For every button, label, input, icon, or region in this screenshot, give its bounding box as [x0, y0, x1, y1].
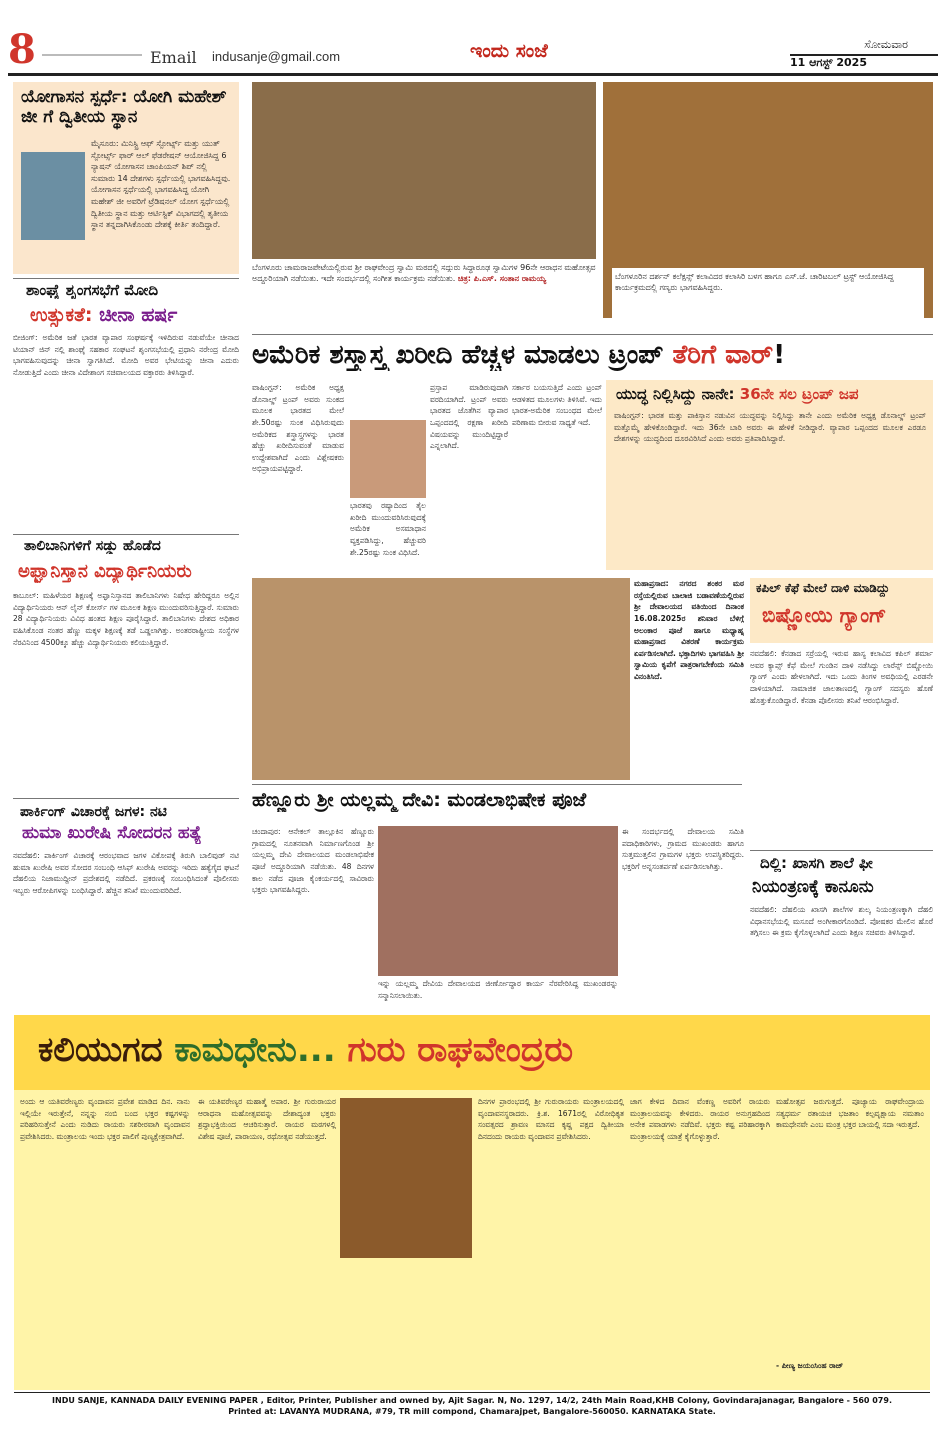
yallamma-col-1: ಚಂದಾಪುರ: ಆನೇಕಲ್ ತಾಲ್ಲೂಕಿನ ಹೆಣ್ಣೂರು ಗ್ರಾಮದಲ್ಲಿ ನೂತನವಾಗಿ ನಿರ್ಮಾಣಗೊಂಡ ಶ್ರೀ ಯಲ್ಲಮ್ಮ ದೇವಿ ದೇವಾಲಯದ ಮಂಡಲಾಭಿಷೇಕ ಪೂಜೆ ಅದ್ದೂರಿಯಾಗಿ ನಡೆಯಿತು. 48 ದಿನಗಳ ಕಾಲ ನಡೆದ ಪೂಜಾ ಕೈಂಕರ್ಯದಲ್ಲಿ ಸಾವಿರಾರು ಭಕ್ತರು ಭಾಗವಹಿಸಿದ್ದರು. — [252, 827, 374, 895]
footer-rule — [14, 1392, 930, 1393]
kapil-body: ನವದೆಹಲಿ: ಕೆನಡಾದ ಸರ್ರೆಯಲ್ಲಿ ಇರುವ ಹಾಸ್ಯ ಕಲಾವಿದ ಕಪಿಲ್ ಶರ್ಮಾ ಅವರ ಕ್ಯಾಪ್ಸ್ ಕೆಫೆ ಮೇಲೆ ಗುಂಡಿನ ದಾಳಿ ನಡೆಸಿದ್ದು ಲಾರೆನ್ಸ್ ಬಿಷ್ಣೋಯಿ ಗ್ಯಾಂಗ್ ಎಂದು ಹೇಳಲಾಗಿದೆ. ಇದು ಒಂದು ತಿಂಗಳ ಅವಧಿಯಲ್ಲಿ ಎರಡನೇ ದಾಳಿಯಾಗಿದೆ. ಸಾಮಾಜಿಕ ಜಾಲತಾಣದಲ್ಲಿ ಗ್ಯಾಂಗ್ ಸದಸ್ಯರು ಹೊಣೆ ಹೊತ್ತುಕೊಂಡಿದ್ದಾರೆ. ಕೆನಡಾ ಪೊಲೀಸರು ತನಿಖೆ ಆರಂಭಿಸಿದ್ದಾರೆ. — [750, 649, 933, 705]
war-headline — [616, 386, 926, 403]
email-address: indusanje@gmail.com — [212, 49, 341, 64]
kapil-headline-top: ಕಪಿಲ್ ಕೆಫೆ ಮೇಲೆ ದಾಳಿ ಮಾಡಿದ್ದು — [756, 581, 890, 595]
trump-headline-mark: ! — [773, 340, 786, 370]
yoga-story — [13, 82, 239, 274]
war-headline-a: ಯುದ್ಧ ನಿಲ್ಲಿಸಿದ್ದು ನಾನೇ: — [616, 385, 740, 403]
trump-col-2: ಪ್ರಸ್ತಾಪ ಮಾಡಿರುವುದಾಗಿ ವರದಿಯಾಗಿದೆ. ಟ್ರಂಪ್ ಅವರು ಭಾರತದ ಜೊತೆಗಿನ ವ್ಯಾಪಾರ ಒಪ್ಪಂದದಲ್ಲಿ ರಕ್ಷಣಾ ಖರೀದಿ ವಿಷಯವನ್ನು ಮುಂದಿಟ್ಟಿದ್ದಾರೆ ಎನ್ನಲಾಗಿದೆ. — [430, 383, 508, 451]
trump-col-2-top — [350, 382, 430, 422]
music-caption-text: ಬೆಂಗಳೂರು ಚಾಮರಾಜಪೇಟೆಯಲ್ಲಿರುವ ಶ್ರೀ ರಾಘವೇಂದ್ರ ಸ್ವಾಮಿ ಮಠದಲ್ಲಿ ಸದ್ಗುರು ಸಿದ್ಧಾರೂಢ ಸ್ವಾಮಿಗಳ 96ನೇ ಆರಾಧನ ಮಹೋತ್ಸವ ಅದ್ದೂರಿಯಾಗಿ ನಡೆಯಿತು. ಇದೇ ಸಂದರ್ಭದಲ್ಲಿ ಸಂಗೀತ ಕಾರ್ಯಕ್ರಮ ನಡೆಯಿತು. — [252, 263, 596, 284]
raghavendra-col-2: ಈ ಯತಿವರೇಣ್ಯರ ಮಹಾತ್ಮೆ ಅಪಾರ. ಶ್ರೀ ಗುರುರಾಯರ ಆರಾಧನಾ ಮಹೋತ್ಸವವನ್ನು ದೇಶಾದ್ಯಂತ ಭಕ್ತರು ಶ್ರದ್ಧಾಭಕ್ತಿಯಿಂದ ಆಚರಿಸುತ್ತಾರೆ. ರಾಯರ ಮಠಗಳಲ್ಲಿ ವಿಶೇಷ ಪೂಜೆ, ಪಾರಾಯಣ, ರಥೋತ್ಸವ ನಡೆಯುತ್ತದೆ. — [198, 1097, 336, 1141]
war-headline-b: 36ನೇ ಸಲ ಟ್ರಂಪ್ ಜಪ — [739, 385, 859, 403]
raghavendra-col-5: ಮಹೋತ್ಸವ ಜರುಗುತ್ತದೆ. ಪೂಜ್ಯಾಯ ರಾಘವೇಂದ್ರಾಯ ಸತ್ಯಧರ್ಮ ರತಾಯಚ ಭಜತಾಂ ಕಲ್ಪವೃಕ್ಷಾಯ ನಮತಾಂ ಕಾಮಧೇನವೇ ಎಂಬ ಮಂತ್ರ ಭಕ್ತರ ಬಾಯಲ್ಲಿ ಸದಾ ಇರುತ್ತದೆ. — [776, 1097, 924, 1130]
divider — [252, 334, 933, 335]
china-headline-part1: ಉತ್ಸುಕತೆ: — [30, 305, 100, 326]
kapil-headline-main: ಬಿಷ್ಣೋಯಿ ಗ್ಯಾಂಗ್ — [762, 603, 887, 627]
yoga-portrait — [21, 152, 85, 240]
issue-date: 11 ಆಗಸ್ಟ್ 2025 — [790, 54, 938, 72]
afghan-headline-top: ತಾಲಿಬಾನಿಗಳಿಗೆ ಸಡ್ಡು ಹೊಡೆದ — [24, 538, 161, 554]
china-headline-top: ಶಾಂಘೈ ಶೃಂಗಸಭೆಗೆ ಮೋದಿ — [26, 282, 159, 299]
music-event-photo — [252, 82, 596, 259]
page-number: 8 — [8, 30, 36, 70]
raghavendra-headline-c: ಗುರು ರಾಘವೇಂದ್ರರು — [347, 1030, 574, 1070]
delhi-headline-top: ದಿಲ್ಲಿ: ಖಾಸಗಿ ಶಾಲೆ ಫೀ — [760, 855, 873, 872]
weekday: ಸೋಮವಾರ — [864, 38, 908, 51]
imprint — [14, 1395, 930, 1417]
afghan-body: ಕಾಬೂಲ್: ಮಹಿಳೆಯರ ಶಿಕ್ಷಣಕ್ಕೆ ಅಫ್ಘಾನಿಸ್ತಾನದ ತಾಲಿಬಾನಿಗಳು ನಿಷೇಧ ಹೇರಿದ್ದರೂ ಅಲ್ಲಿನ ವಿದ್ಯಾರ್ಥಿನಿಯರು ಆನ್ ಲೈನ್ ಕೋರ್ಸ್ ಗಳ ಮೂಲಕ ಶಿಕ್ಷಣ ಮುಂದುವರಿಸುತ್ತಿದ್ದಾರೆ. ಸುಮಾರು 28 ವಿದ್ಯಾರ್ಥಿನಿಯರು ವಿವಿಧ ಹಂತದ ಶಿಕ್ಷಣ ಪೂರೈಸಿದ್ದಾರೆ. ತಾಲಿಬಾನಿಗಳು ದೇಶದ ಅಧಿಕಾರ ವಹಿಸಿಕೊಂಡ ನಂತರ ಹೆಣ್ಣು ಮಕ್ಕಳ ಶಿಕ್ಷಣಕ್ಕೆ ತಡೆ ಒಡ್ಡಲಾಗಿತ್ತು. ಅಂತರರಾಷ್ಟ್ರೀಯ ಸಂಸ್ಥೆಗಳ ನೆರವಿನಿಂದ 4500ಕ್ಕೂ ಹೆಚ್ಚು ವಿದ್ಯಾರ್ಥಿನಿಯರು ಕಲಿಯುತ್ತಿದ್ದಾರೆ. — [13, 591, 239, 647]
divider — [13, 798, 239, 799]
raghavendra-headline-a: ಕಲಿಯುಗದ — [38, 1030, 175, 1070]
raghavendra-headline — [38, 1031, 918, 1070]
imprint-line-1: INDU SANJE, KANNADA DAILY EVENING PAPER , Editor, Printer, Publisher and owned by, Ajit Sagar. N, No. 1297, 14/2, 24th Main Road,KHB Colony, Govindarajanagar, Bangalore - 560 079. — [52, 1396, 892, 1405]
trump-portrait — [350, 420, 426, 498]
china-headline-part2: ಚೀನಾ ಹರ್ಷ — [99, 305, 178, 326]
raghavendra-col-4: ಜಾಗ ಕೇಳಿದ ದಿವಾನ ವೆಂಕಣ್ಣ ಅವರಿಗೆ ರಾಯರು ಮಂತ್ರಾಲಯವನ್ನು ಕೇಳಿದರು. ರಾಯರ ಅನುಗ್ರಹದಿಂದ ಅನೇಕ ಪವಾಡಗಳು ನಡೆದಿವೆ. ಭಕ್ತರು ಕಷ್ಟ ಪರಿಹಾರಕ್ಕಾಗಿ ಮಂತ್ರಾಲಯಕ್ಕೆ ಯಾತ್ರೆ ಕೈಗೊಳ್ಳುತ್ತಾರೆ. — [630, 1097, 770, 1141]
china-body: ಬೀಜಿಂಗ್: ಅಮೆರಿಕ ಜತೆ ಭಾರತ ವ್ಯಾಪಾರ ಸಂಘರ್ಷಕ್ಕೆ ಇಳಿದಿರುವ ನಡುವೆಯೇ ಚೀನಾದ ಟಿಯಾನ್ ಜಿನ್ ನಲ್ಲಿ ಶಾಂಘೈ ಸಹಕಾರ ಸಂಘಟನೆ ಶೃಂಗಸಭೆಯಲ್ಲಿ ಪ್ರಧಾನಿ ನರೇಂದ್ರ ಮೋದಿ ಭಾಗವಹಿಸುವುದನ್ನು ಚೀನಾ ಸ್ವಾಗತಿಸಿದೆ. ಮೋದಿ ಅವರ ಭೇಟಿಯನ್ನು ಚೀನಾ ಎದುರು ನೋಡುತ್ತಿದೆ ಎಂದು ಚೀನಾ ವಿದೇಶಾಂಗ ಸಚಿವಾಲಯದ ವಕ್ತಾರರು ತಿಳಿಸಿದ್ದಾರೆ. — [13, 333, 239, 377]
trump-headline-accent: ತೆರಿಗೆ ವಾರ್ — [672, 340, 774, 370]
imprint-line-2: Printed at: LAVANYA MUDRANA, #79, TR mill compond, Chamarajpet, Bangalore-560050. KARNATAKA State. — [228, 1407, 716, 1417]
divider — [252, 784, 742, 785]
trump-col-2b: ಭಾರತವು ರಷ್ಯಾದಿಂದ ತೈಲ ಖರೀದಿ ಮುಂದುವರಿಸಿರುವುದಕ್ಕೆ ಅಮೆರಿಕ ಅಸಮಾಧಾನ ವ್ಯಕ್ತಪಡಿಸಿದ್ದು, ಹೆಚ್ಚುವರಿ ಶೇ.25ರಷ್ಟು ಸುಂಕ ವಿಧಿಸಿದೆ. — [350, 501, 426, 557]
masthead-rule-decor — [42, 46, 142, 60]
delhi-body: ನವದೆಹಲಿ: ದೆಹಲಿಯ ಖಾಸಗಿ ಶಾಲೆಗಳ ಶುಲ್ಕ ನಿಯಂತ್ರಣಕ್ಕಾಗಿ ದೆಹಲಿ ವಿಧಾನಸಭೆಯಲ್ಲಿ ಮಸೂದೆ ಅಂಗೀಕಾರಗೊಂಡಿದೆ. ಪೋಷಕರ ಮೇಲಿನ ಹೊರೆ ತಗ್ಗಿಸಲು ಈ ಕ್ರಮ ಕೈಗೊಳ್ಳಲಾಗಿದೆ ಎಂದು ಶಿಕ್ಷಣ ಸಚಿವರು ತಿಳಿಸಿದ್ದಾರೆ. — [750, 905, 933, 938]
music-photo-caption — [252, 262, 596, 330]
yoga-body: ಮೈಸೂರು: ಮಿನಿಸ್ಟ್ರಿ ಆಫ್ ಸ್ಪೋರ್ಟ್ಸ್ ಮತ್ತು ಯುತ್ ಸ್ಪೋರ್ಟ್ಸ್ ಫಾರ್ ಆಲ್ ಫೆಡರೇಷನ್ ಆಯೋಜಿಸಿದ್ದ 6 ನ್ಯಾಷನ್ ಯೋಗಾಸನ ಚಾಂಪಿಯನ್ ಶಿಪ್ ನಲ್ಲಿ ಸುಮಾರು 14 ದೇಶಗಳು ಸ್ಪರ್ಧೆಯಲ್ಲಿ ಭಾಗವಹಿಸಿದ್ದವು. ಯೋಗಾಸನ ಸ್ಪರ್ಧೆಯಲ್ಲಿ ಭಾಗವಹಿಸಿದ್ದ ಯೋಗಿ ಮಹೇಶ್ ಜೀ ಅವರಿಗೆ ಟ್ರೆಡಿಷನಲ್ ಯೋಗ ಸ್ಪರ್ಧೆಯಲ್ಲಿ ದ್ವಿತೀಯ ಸ್ಥಾನ ಮತ್ತು ಆರ್ಟಿಸ್ಟಿಕ್ ವಿಭಾಗದಲ್ಲಿ ತೃತೀಯ ಸ್ಥಾನ ತನ್ನದಾಗಿಸಿಕೊಂಡು ದೇಶಕ್ಕೆ ಕೀರ್ತಿ ತಂದಿದ್ದಾರೆ. — [91, 139, 231, 230]
yallamma-col-3: ಈ ಸಂದರ್ಭದಲ್ಲಿ ದೇವಾಲಯ ಸಮಿತಿ ಪದಾಧಿಕಾರಿಗಳು, ಗ್ರಾಮದ ಮುಖಂಡರು ಹಾಗೂ ಸುತ್ತಮುತ್ತಲಿನ ಗ್ರಾಮಗಳ ಭಕ್ತರು ಉಪಸ್ಥಿತರಿದ್ದರು. ಭಕ್ತರಿಗೆ ಅನ್ನಸಂತರ್ಪಣೆ ಏರ್ಪಡಿಸಲಾಗಿತ್ತು. — [622, 827, 744, 871]
yoga-headline: ಯೋಗಾಸನ ಸ್ಪರ್ಧೆ: ಯೋಗಿ ಮಹೇಶ್ ಜೀ ಗೆ ದ್ವಿತೀಯ ಸ್ಥಾನ — [21, 87, 227, 127]
music-photo-credit: ಚಿತ್ರ: ಪಿ.ಎಸ್. ಸಂತಾನ ರಾಮಯ್ಯ — [457, 274, 547, 284]
war-story — [606, 380, 933, 570]
yallamma-caption: ಇನ್ನು ಯಲ್ಲಮ್ಮ ದೇವಿಯ ದೇವಾಲಯದ ಜೀರ್ಣೋದ್ಧಾರ ಕಾರ್ಯ ನೆರವೇರಿಸಿದ್ದ ಮುಖಂಡರನ್ನು ಸನ್ಮಾನಿಸಲಾಯಿತು. — [378, 979, 618, 1000]
divider — [13, 534, 239, 535]
raghavendra-col-1: ಅಂದು ಆ ಯತಿವರೇಣ್ಯರು ವೃಂದಾವನ ಪ್ರವೇಶ ಮಾಡಿದ ದಿನ. ನಾನು ಇಲ್ಲಿಯೇ ಇರುತ್ತೇನೆ, ನನ್ನನ್ನು ನಂಬಿ ಬಂದ ಭಕ್ತರ ಕಷ್ಟಗಳನ್ನು ಪರಿಹರಿಸುತ್ತೇನೆ ಎಂದು ನುಡಿದು ರಾಯರು ಸಶರೀರವಾಗಿ ವೃಂದಾವನ ಪ್ರವೇಶಿಸಿದರು. ಮಂತ್ರಾಲಯ ಇಂದು ಭಕ್ತರ ಪಾಲಿಗೆ ಪುಣ್ಯಕ್ಷೇತ್ರವಾಗಿದೆ. — [20, 1097, 190, 1141]
divider — [750, 850, 933, 851]
delhi-headline-main: ನಿಯಂತ್ರಣಕ್ಕೆ ಕಾನೂನು — [752, 878, 874, 897]
trump-headline-main: ಅಮೆರಿಕ ಶಸ್ತ್ರಾಸ್ತ್ರ ಖರೀದಿ ಹೆಚ್ಚಳ ಮಾಡಲು ಟ್ರಂಪ್ — [252, 340, 664, 370]
raghavendra-body — [14, 1090, 930, 1390]
parking-body: ನವದೆಹಲಿ: ಪಾರ್ಕಿಂಗ್ ವಿಚಾರಕ್ಕೆ ಆರಂಭವಾದ ಜಗಳ ವಿಕೋಪಕ್ಕೆ ತಿರುಗಿ ಬಾಲಿವುಡ್ ನಟಿ ಹುಮಾ ಖುರೇಷಿ ಅವರ ಸೋದರ ಸಂಬಂಧಿ ಆಸಿಫ್ ಖುರೇಷಿ ಅವರನ್ನು ಇರಿದು ಹತ್ಯೆಗೈದ ಘಟನೆ ದೆಹಲಿಯ ನಿಜಾಮುದ್ದೀನ್ ಪ್ರದೇಶದಲ್ಲಿ ನಡೆದಿದೆ. ಪ್ರಕರಣಕ್ಕೆ ಸಂಬಂಧಿಸಿದಂತೆ ಪೊಲೀಸರು ಇಬ್ಬರು ಆರೋಪಿಗಳನ್ನು ಬಂಧಿಸಿದ್ದಾರೆ. ಹೆಚ್ಚಿನ ತನಿಖೆ ಮುಂದುವರಿದಿದೆ. — [13, 851, 239, 895]
raghavendra-headline-b: ಕಾಮಧೇನು... — [174, 1030, 348, 1070]
war-body: ವಾಷಿಂಗ್ಟನ್: ಭಾರತ ಮತ್ತು ಪಾಕಿಸ್ತಾನ ನಡುವಿನ ಯುದ್ಧವನ್ನು ನಿಲ್ಲಿಸಿದ್ದು ತಾನೇ ಎಂದು ಅಮೆರಿಕ ಅಧ್ಯಕ್ಷ ಡೊನಾಲ್ಡ್ ಟ್ರಂಪ್ ಮತ್ತೊಮ್ಮೆ ಹೇಳಿಕೊಂಡಿದ್ದಾರೆ. ಇದು 36ನೇ ಬಾರಿ ಅವರು ಈ ಹೇಳಿಕೆ ನೀಡಿದ್ದಾರೆ. ವ್ಯಾಪಾರ ಒಪ್ಪಂದದ ಮೂಲಕ ಎರಡೂ ದೇಶಗಳನ್ನು ಯುದ್ಧದಿಂದ ದೂರವಿರಿಸಿದೆ ಎಂದು ಅವರು ಪ್ರತಿಪಾದಿಸಿದ್ದಾರೆ. — [614, 411, 926, 444]
trump-headline — [252, 340, 933, 371]
parking-headline-main: ಹುಮಾ ಖುರೇಷಿ ಸೋದರನ ಹತ್ಯೆ — [22, 824, 202, 843]
afghan-headline-main: ಅಫ್ಘಾನಿಸ್ತಾನ ವಿದ್ಯಾರ್ಥಿನಿಯರು — [18, 562, 192, 582]
award-photo-caption: ಬೆಂಗಳೂರಿನ ದರ್ಶನ್ ಕಲೆಕ್ಷನ್ಸ್ ಕಲಾವಿದರ ಕಲಾಸಿರಿ ಬಳಗ ಹಾಗೂ ಎಸ್.ಜೆ. ಚಾರಿಟಬಲ್ ಟ್ರಸ್ಟ್ ಆಯೋಜಿಸಿದ್ದ ಕಾರ್ಯಕ್ರಮದಲ್ಲಿ ಗಣ್ಯರು ಭಾಗವಹಿಸಿದ್ದರು. — [612, 268, 924, 326]
raghavendra-col-3: ದಿನಗಳ ಪ್ರಾರಂಭದಲ್ಲಿ ಶ್ರೀ ಗುರುರಾಯರು ಮಂತ್ರಾಲಯದಲ್ಲಿ ವೃಂದಾವನಸ್ಥರಾದರು. ಕ್ರಿ.ಶ. 1671ರಲ್ಲಿ ವಿರೋಧಿಕೃತ ಸಂವತ್ಸರದ ಶ್ರಾವಣ ಮಾಸದ ಕೃಷ್ಣ ಪಕ್ಷದ ದ್ವಿತೀಯಾ ದಿನದಂದು ರಾಯರು ವೃಂದಾವನ ಪ್ರವೇಶಿಸಿದರು. — [478, 1097, 624, 1141]
raghavendra-portrait — [340, 1098, 472, 1258]
parking-headline-top: ಪಾರ್ಕಿಂಗ್ ವಿಚಾರಕ್ಕೆ ಜಗಳ: ನಟಿ — [20, 804, 167, 820]
yallamma-photo — [378, 826, 618, 976]
raghavendra-author: - ಪೀಣ್ಯ ಜಯಂಸಿಂಹ ರಾಜ್ — [776, 1361, 844, 1370]
divider — [13, 278, 239, 279]
date-box — [790, 38, 938, 72]
yallamma-headline: ಹೆಣ್ಣೂರು ಶ್ರೀ ಯಲ್ಲಮ್ಮ ದೇವಿ: ಮಂಡಲಾಭಿಷೇಕ ಪೂಜೆ — [252, 790, 587, 811]
newspaper-logo: ಇಂದು ಸಂಜೆ — [470, 40, 548, 62]
temple-ceremony-photo — [252, 578, 630, 780]
kapil-headline-box — [750, 578, 933, 643]
mahaprasada-body: ಮಹಾಪ್ರಸಾದ: ನಗರದ ಶಂಕರ ಮಠ ರಸ್ತೆಯಲ್ಲಿರುವ ಬಾಲಾಜಿ ಬಡಾವಣೆಯಲ್ಲಿರುವ ಶ್ರೀ ದೇವಾಲಯದ ವತಿಯಿಂದ ದಿನಾಂಕ 16.08.2025ರ ಶನಿವಾರ ಬೆಳಿಗ್ಗೆ ಅಲಂಕಾರ ಪೂಜೆ ಹಾಗೂ ಮಧ್ಯಾಹ್ನ ಮಹಾಪ್ರಸಾದ ವಿತರಣೆ ಕಾರ್ಯಕ್ರಮ ಏರ್ಪಡಿಸಲಾಗಿದೆ. ಭಕ್ತಾದಿಗಳು ಭಾಗವಹಿಸಿ ಶ್ರೀ ಸ್ವಾಮಿಯ ಕೃಪೆಗೆ ಪಾತ್ರರಾಗಬೇಕೆಂದು ಸಮಿತಿ ವಿನಂತಿಸಿದೆ. — [634, 579, 744, 681]
masthead-rule — [8, 73, 938, 76]
email-label: Email — [150, 48, 197, 67]
trump-col-4: ಸರ್ಕಾರ ಬಯಸುತ್ತಿದೆ ಎಂದು ಟ್ರಂಪ್ ಆಡಳಿತದ ಮೂಲಗಳು ತಿಳಿಸಿವೆ. ಇದು ಭಾರತ-ಅಮೆರಿಕ ಸಂಬಂಧದ ಮೇಲೆ ಪರಿಣಾಮ ಬೀರುವ ಸಾಧ್ಯತೆ ಇದೆ. — [512, 383, 602, 427]
raghavendra-headline-band — [14, 1015, 930, 1090]
trump-col-1: ವಾಷಿಂಗ್ಟನ್: ಅಮೆರಿಕ ಅಧ್ಯಕ್ಷ ಡೊನಾಲ್ಡ್ ಟ್ರಂಪ್ ಅವರು ಸುಂಕದ ಮೂಲಕ ಭಾರತದ ಮೇಲೆ ಶೇ.50ರಷ್ಟು ಸುಂಕ ವಿಧಿಸಿರುವುದು ಅಮೆರಿಕದ ಶಸ್ತ್ರಾಸ್ತ್ರಗಳನ್ನು ಭಾರತ ಹೆಚ್ಚು ಖರೀದಿಸುವಂತೆ ಮಾಡುವ ಉದ್ದೇಶವಾಗಿದೆ ಎಂದು ವಿಶ್ಲೇಷಕರು ಅಭಿಪ್ರಾಯಪಟ್ಟಿದ್ದಾರೆ. — [252, 383, 344, 474]
china-headline-main — [30, 305, 240, 327]
